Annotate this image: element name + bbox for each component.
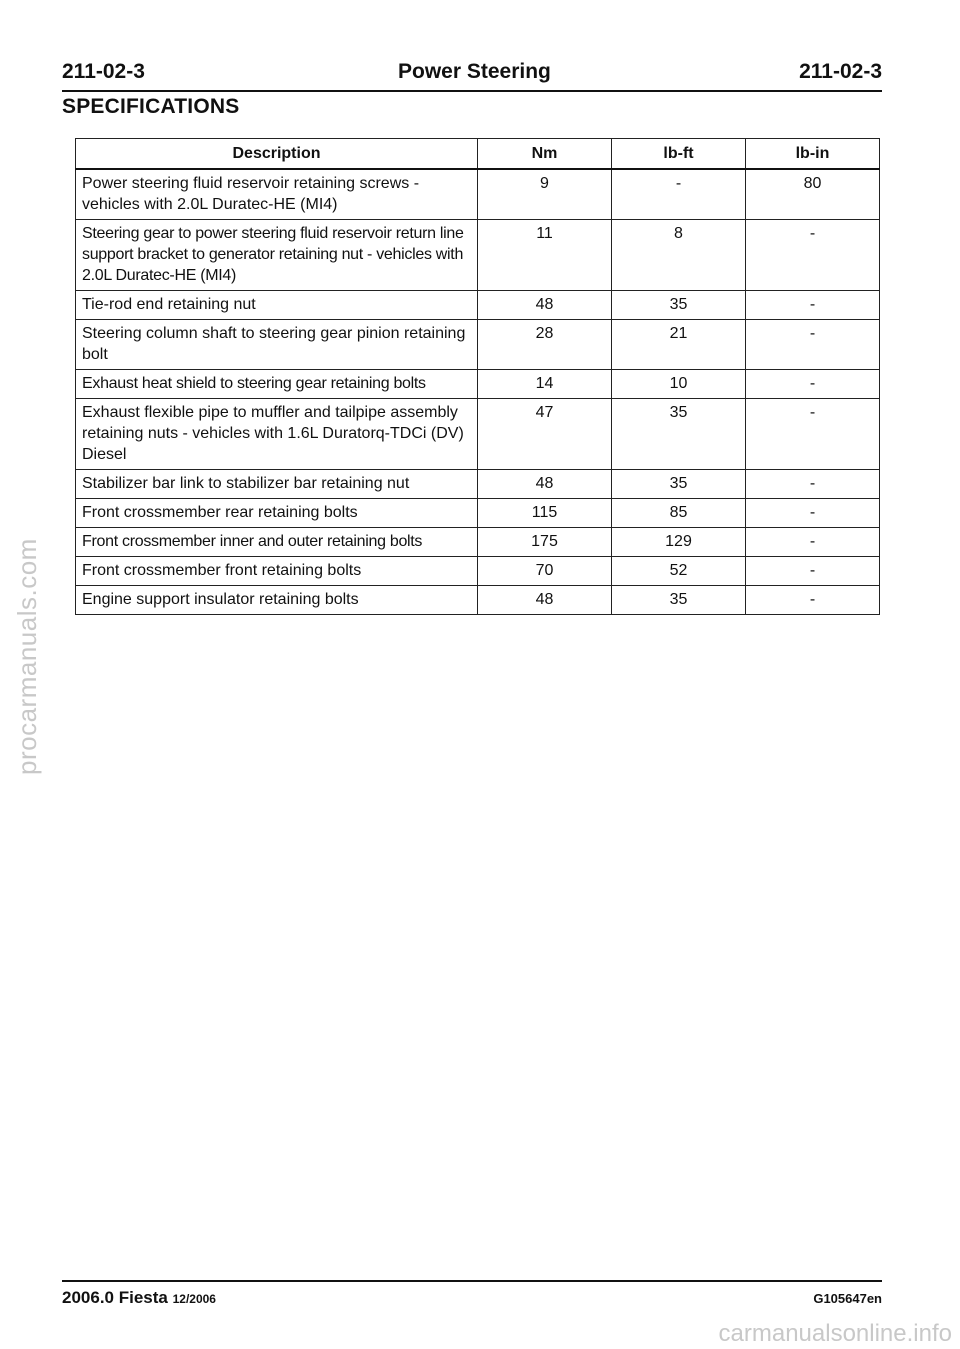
footer-model xyxy=(62,1288,216,1308)
cell-lbft: 35 xyxy=(612,470,746,499)
cell-nm: 48 xyxy=(478,291,612,320)
cell-lbin: - xyxy=(746,586,880,615)
cell-nm: 28 xyxy=(478,320,612,370)
header-title: Power Steering xyxy=(398,60,551,83)
cell-lbft: 85 xyxy=(612,499,746,528)
cell-description: Exhaust flexible pipe to muffler and tailpipe assembly retaining nuts - vehicles with 1.6L Duratorq-TDCi (DV) Diesel xyxy=(76,399,478,470)
cell-lbft: 35 xyxy=(612,291,746,320)
cell-description: Front crossmember inner and outer retaining bolts xyxy=(76,528,478,557)
cell-lbft: 8 xyxy=(612,220,746,291)
column-header-description: Description xyxy=(76,139,478,170)
cell-description: Front crossmember front retaining bolts xyxy=(76,557,478,586)
table-row xyxy=(76,370,880,399)
column-header-lbin: lb-in xyxy=(746,139,880,170)
cell-nm: 175 xyxy=(478,528,612,557)
table-row xyxy=(76,399,880,470)
section-title: SPECIFICATIONS xyxy=(62,95,240,118)
cell-description: Steering gear to power steering fluid reservoir return line support bracket to generator retaining nut - vehicles with 2.0L Duratec-HE (MI4) xyxy=(76,220,478,291)
table-header-row xyxy=(76,139,880,170)
cell-description: Tie-rod end retaining nut xyxy=(76,291,478,320)
table-row xyxy=(76,169,880,220)
table-row xyxy=(76,470,880,499)
cell-lbin: 80 xyxy=(746,169,880,220)
table-row xyxy=(76,220,880,291)
table-row xyxy=(76,320,880,370)
table-row xyxy=(76,557,880,586)
cell-description: Exhaust heat shield to steering gear retaining bolts xyxy=(76,370,478,399)
cell-lbin: - xyxy=(746,220,880,291)
cell-lbin: - xyxy=(746,470,880,499)
cell-lbin: - xyxy=(746,320,880,370)
header-section-number-right: 211-02-3 xyxy=(799,60,882,83)
table-row xyxy=(76,291,880,320)
page-header xyxy=(62,58,882,92)
cell-lbft: - xyxy=(612,169,746,220)
footer-divider xyxy=(62,1280,882,1282)
footer-date: 12/2006 xyxy=(172,1292,216,1306)
cell-nm: 47 xyxy=(478,399,612,470)
cell-description: Power steering fluid reservoir retaining screws - vehicles with 2.0L Duratec-HE (MI4) xyxy=(76,169,478,220)
table-row xyxy=(76,528,880,557)
cell-lbin: - xyxy=(746,528,880,557)
cell-lbft: 129 xyxy=(612,528,746,557)
cell-nm: 9 xyxy=(478,169,612,220)
cell-lbin: - xyxy=(746,399,880,470)
cell-lbft: 35 xyxy=(612,586,746,615)
cell-nm: 70 xyxy=(478,557,612,586)
table-row xyxy=(76,499,880,528)
cell-lbft: 52 xyxy=(612,557,746,586)
watermark-procarmanuals: procarmanuals.com xyxy=(12,538,42,775)
cell-lbin: - xyxy=(746,557,880,586)
cell-nm: 48 xyxy=(478,586,612,615)
cell-lbft: 10 xyxy=(612,370,746,399)
cell-nm: 11 xyxy=(478,220,612,291)
watermark-carmanualsonline: carmanualsonline.info xyxy=(718,1320,952,1347)
cell-nm: 115 xyxy=(478,499,612,528)
table-row xyxy=(76,586,880,615)
cell-description: Steering column shaft to steering gear pinion retaining bolt xyxy=(76,320,478,370)
cell-description: Front crossmember rear retaining bolts xyxy=(76,499,478,528)
specifications-table xyxy=(75,138,880,615)
cell-description: Stabilizer bar link to stabilizer bar retaining nut xyxy=(76,470,478,499)
column-header-lbft: lb-ft xyxy=(612,139,746,170)
footer-document-code: G105647en xyxy=(813,1291,882,1306)
cell-lbft: 21 xyxy=(612,320,746,370)
cell-lbft: 35 xyxy=(612,399,746,470)
cell-nm: 14 xyxy=(478,370,612,399)
header-section-number-left: 211-02-3 xyxy=(62,60,145,83)
cell-lbin: - xyxy=(746,499,880,528)
cell-lbin: - xyxy=(746,291,880,320)
column-header-nm: Nm xyxy=(478,139,612,170)
cell-lbin: - xyxy=(746,370,880,399)
cell-description: Engine support insulator retaining bolts xyxy=(76,586,478,615)
footer-model-name: 2006.0 Fiesta xyxy=(62,1288,168,1307)
cell-nm: 48 xyxy=(478,470,612,499)
